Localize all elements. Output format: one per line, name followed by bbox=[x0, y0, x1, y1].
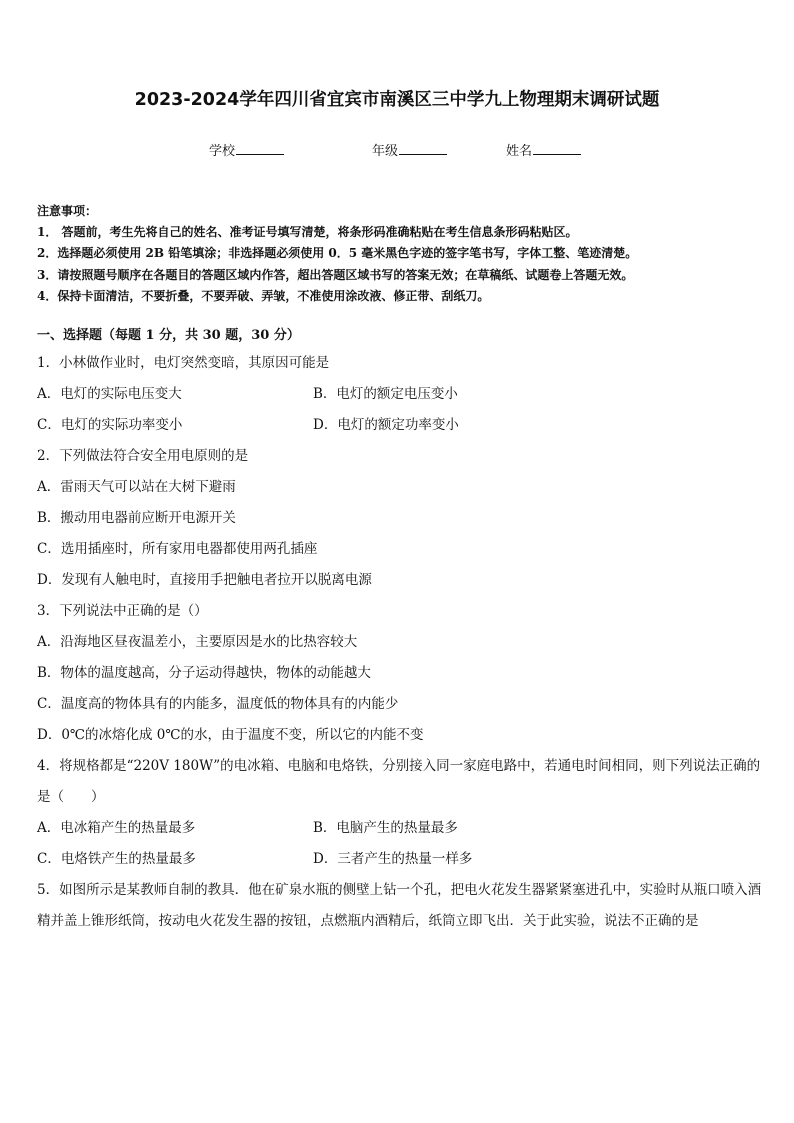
question-2-option-b: B．搬动用电器前应断开电源开关 bbox=[37, 510, 236, 526]
questions-content bbox=[37, 324, 767, 937]
question-4-option-c: C．电烙铁产生的热量最多 bbox=[37, 851, 196, 867]
question-4-stem: 4．将规格都是“220V 180W”的电冰箱、电脑和电烙铁，分别接入同一家庭电路中，若通电时间相同，则下列说法正确的是（ ） bbox=[37, 758, 761, 805]
notes-item-4: 4．保持卡面清洁，不要折叠，不要弄破、弄皱，不准使用涂改液、修正带、刮纸刀。 bbox=[37, 288, 490, 303]
question-2-option-c: C．选用插座时，所有家用电器都使用两孔插座 bbox=[37, 541, 318, 557]
question-1-option-a: A．电灯的实际电压变大 bbox=[37, 386, 182, 402]
question-3-option-b: B．物体的温度越高，分子运动得越快，物体的动能越大 bbox=[37, 665, 371, 681]
question-2-option-a: A．雷雨天气可以站在大树下避雨 bbox=[37, 479, 236, 495]
question-4-options-row-2 bbox=[37, 844, 767, 875]
name-field bbox=[506, 140, 581, 159]
question-4-option-b: B．电脑产生的热量最多 bbox=[313, 820, 458, 836]
question-4-option-a: A．电冰箱产生的热量最多 bbox=[37, 820, 196, 836]
question-2-option-d: D．发现有人触电时，直接用手把触电者拉开以脱离电源 bbox=[37, 572, 372, 588]
exam-title: 2023-2024学年四川省宜宾市南溪区三中学九上物理期末调研试题 bbox=[134, 90, 660, 110]
question-3-option-c: C．温度高的物体具有的内能多，温度低的物体具有的内能少 bbox=[37, 696, 399, 712]
question-1-options-row-1 bbox=[37, 379, 767, 410]
question-1-options-row-2 bbox=[37, 410, 767, 441]
question-4-option-d: D．三者产生的热量一样多 bbox=[313, 851, 473, 867]
grade-blank bbox=[399, 142, 447, 155]
question-1-stem: 1．小林做作业时，电灯突然变暗，其原因可能是 bbox=[37, 355, 330, 371]
question-3-option-d: D．0℃的冰熔化成 0℃的水，由于温度不变，所以它的内能不变 bbox=[37, 727, 424, 743]
school-label: 学校 bbox=[209, 144, 236, 159]
notes-item-1: 1． 答题前，考生先将自己的姓名、准考证号填写清楚，将条形码准确粘贴在考生信息条形码粘贴区。 bbox=[37, 225, 578, 240]
question-3-stem: 3．下列说法中正确的是（） bbox=[37, 603, 208, 619]
question-1-option-c: C．电灯的实际功率变小 bbox=[37, 417, 183, 433]
question-4-options-row-1 bbox=[37, 813, 767, 844]
name-label: 姓名 bbox=[506, 144, 533, 159]
question-5-stem: 5．如图所示是某教师自制的教具．他在矿泉水瓶的侧壁上钻一个孔，把电火花发生器紧紧塞进孔中，实验时从瓶口喷入酒精并盖上锥形纸筒，按动电火花发生器的按钮，点燃瓶内酒精后，纸筒立即飞出．关于此实验，说法不正确的是 bbox=[37, 882, 762, 929]
school-field bbox=[209, 140, 284, 159]
question-1-option-d: D．电灯的额定功率变小 bbox=[313, 417, 459, 433]
notes-item-2: 2．选择题必须使用 2B 铅笔填涂；非选择题必须使用 0．5 毫米黑色字迹的签字笔书写，字体工整、笔迹清楚。 bbox=[37, 246, 638, 261]
notes-item-3: 3．请按照题号顺序在各题目的答题区域内作答，超出答题区域书写的答案无效；在草稿纸、试题卷上答题无效。 bbox=[37, 267, 634, 282]
notes-section bbox=[37, 201, 767, 307]
name-blank bbox=[533, 142, 581, 155]
question-3-option-a: A．沿海地区昼夜温差小，主要原因是水的比热容较大 bbox=[37, 634, 358, 650]
question-2-stem: 2．下列做法符合安全用电原则的是 bbox=[37, 448, 249, 464]
question-1-option-b: B．电灯的额定电压变小 bbox=[313, 386, 458, 402]
notes-heading: 注意事项： bbox=[37, 204, 98, 218]
grade-label: 年级 bbox=[372, 144, 399, 159]
section-heading: 一、选择题（每题 1 分，共 30 题，30 分） bbox=[37, 328, 300, 343]
school-blank bbox=[236, 142, 284, 155]
grade-field bbox=[372, 140, 447, 159]
